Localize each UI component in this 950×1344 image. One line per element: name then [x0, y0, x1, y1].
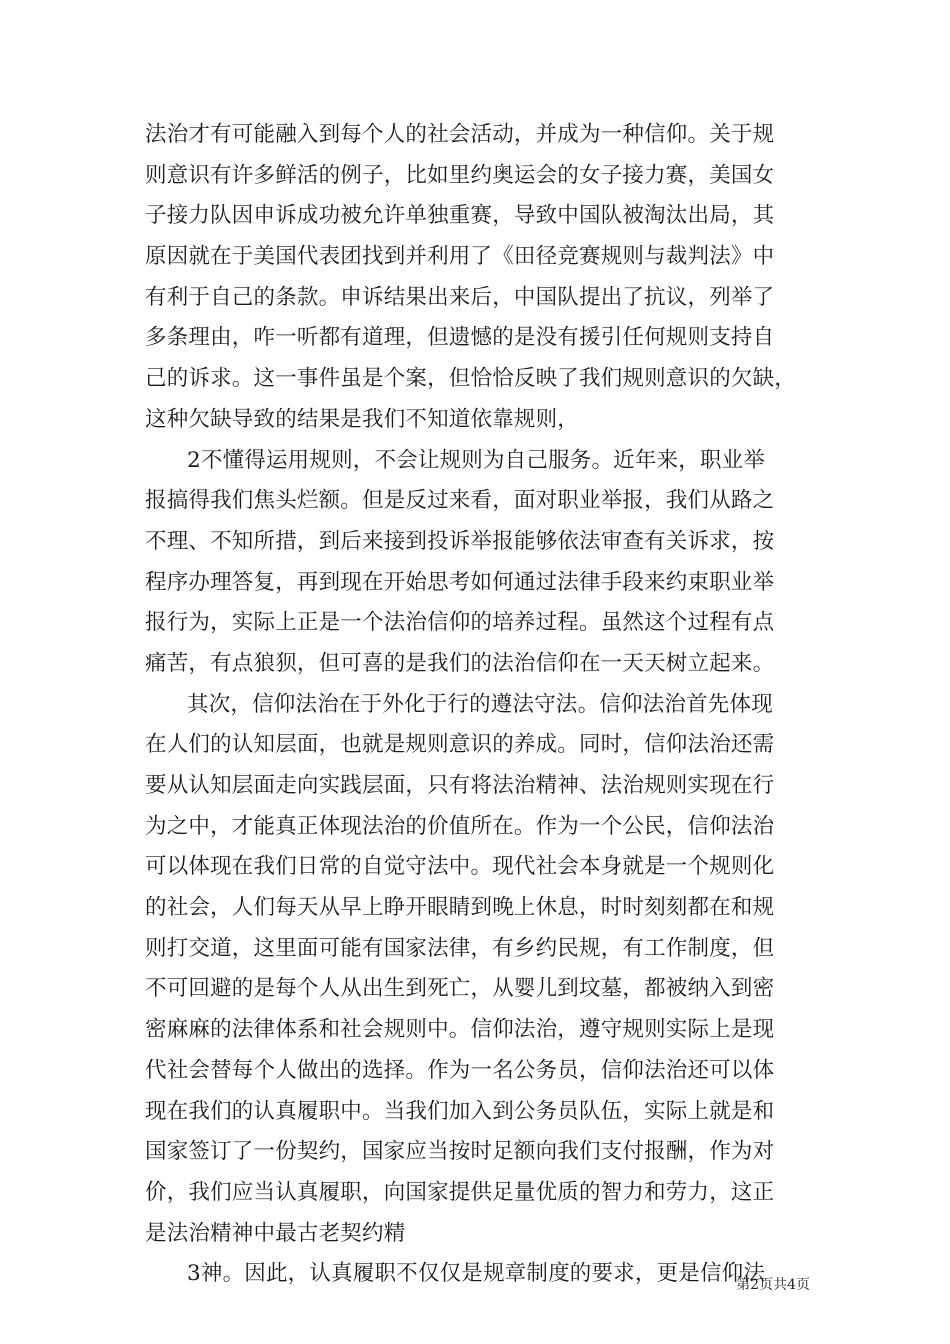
- text-line: 其次，信仰法治在于外化于行的遵法守法。信仰法治首先体现: [187, 691, 773, 717]
- text-line: 在人们的认知层面，也就是规则意识的养成。同时，信仰法治还需: [145, 732, 775, 758]
- text-line: 3神。因此，认真履职不仅仅是规章制度的要求，更是信仰法: [187, 1261, 766, 1287]
- text-line: 为之中，才能真正体现法治的价值所在。作为一个公民，信仰法治: [145, 813, 775, 839]
- text-line: 子接力队因申诉成功被允许单独重赛，导致中国队被淘汰出局，其: [145, 203, 775, 229]
- text-line: 这种欠缺导致的结果是我们不知道依靠规则，: [145, 406, 580, 432]
- text-line: 密麻麻的法律体系和社会规则中。信仰法治，遵守规则实际上是现: [145, 1017, 775, 1043]
- text-line: 报搞得我们焦头烂额。但是反过来看，面对职业举报，我们从路之: [145, 488, 775, 514]
- text-line: 有利于自己的条款。申诉结果出来后，中国队提出了抗议，列举了: [145, 284, 775, 310]
- text-line: 2不懂得运用规则，不会让规则为自己服务。近年来，职业举: [187, 447, 766, 473]
- text-line: 代社会替每个人做出的选择。作为一名公务员，信仰法治还可以体: [145, 1057, 775, 1083]
- body-text: [145, 115, 810, 1295]
- text-line: 多条理由，咋一听都有道理，但遗憾的是没有援引任何规则支持自: [145, 325, 775, 351]
- text-line: 不理、不知所措，到后来接到投诉举报能够依法审查有关诉求，按: [145, 528, 775, 554]
- text-line: 国家签订了一份契约，国家应当按时足额向我们支付报酬，作为对: [145, 1139, 775, 1165]
- text-line: 痛苦，有点狼狈，但可喜的是我们的法治信仰在一天天树立起来。: [145, 650, 775, 676]
- text-line: 价，我们应当认真履职，向国家提供足量优质的智力和劳力，这正: [145, 1179, 775, 1205]
- text-line: 法治才有可能融入到每个人的社会活动，并成为一种信仰。关于规: [145, 122, 775, 147]
- text-line: 则打交道，这里面可能有国家法律，有乡约民规，有工作制度，但: [145, 935, 775, 961]
- text-line: 原因就在于美国代表团找到并利用了《田径竞赛规则与裁判法》中: [145, 244, 775, 270]
- page-number-footer: 第2页共4页: [736, 1277, 810, 1293]
- text-line: 不可回避的是每个人从出生到死亡，从婴儿到坟墓，都被纳入到密: [145, 976, 775, 1002]
- text-line: 报行为，实际上正是一个法治信仰的培养过程。虽然这个过程有点: [145, 610, 775, 636]
- text-line: 要从认知层面走向实践层面，只有将法治精神、法治规则实现在行: [145, 773, 775, 798]
- text-line: 己的诉求。这一事件虽是个案，但恰恰反映了我们规则意识的欠缺，: [145, 366, 797, 392]
- text-line: 现在我们的认真履职中。当我们加入到公务员队伍，实际上就是和: [145, 1098, 775, 1124]
- text-line: 程序办理答复，再到现在开始思考如何通过法律手段来约束职业举: [145, 569, 775, 595]
- text-line: 则意识有许多鲜活的例子，比如里约奥运会的女子接力赛，美国女: [145, 162, 775, 188]
- text-line: 是法治精神中最古老契约精: [145, 1220, 406, 1246]
- text-line: 可以体现在我们日常的自觉守法中。现代社会本身就是一个规则化: [145, 854, 775, 880]
- text-line: 的社会，人们每天从早上睁开眼睛到晚上休息，时时刻刻都在和规: [145, 895, 775, 921]
